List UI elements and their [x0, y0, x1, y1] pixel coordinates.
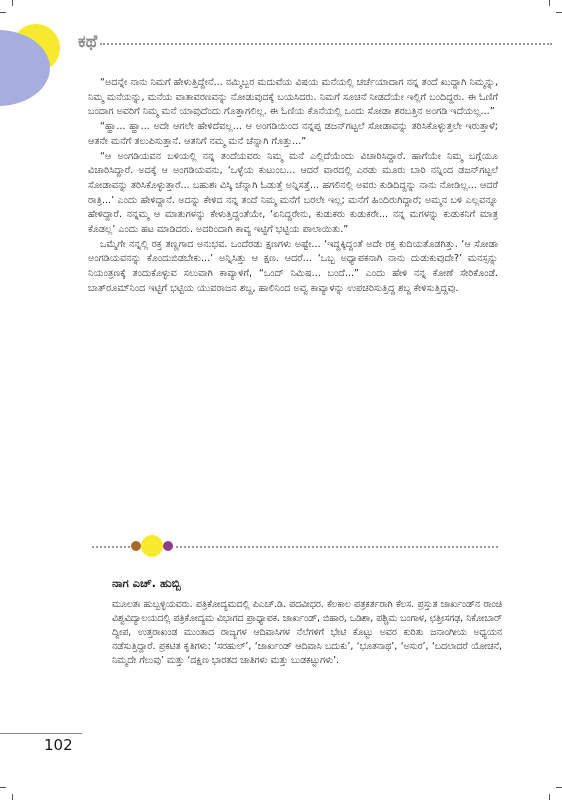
author-bio: ಮೂಲತಃ ಹುಬ್ಬಳ್ಳಿಯವರು. ಪತ್ರಿಕೋದ್ಯಮದಲ್ಲಿ ಪಿಎಚ್.ಡಿ. ಪದವೀಧರ. ಕೆಲಕಾಲ ಪತ್ರಕರ್ತರಾಗಿ ಕೆಲಸ. ಪ್ರಸ್ತುತ ಜಾರ್ಖಂಡ್‌ನ ರಾಂಚಿ ವಿಶ್ವವಿದ್ಯಾಲಯದಲ್ಲಿ ಪತ್ರಿಕೋದ್ಯಮ ವಿಭಾಗದ ಪ್ರಾಧ್ಯಾಪಕ. ಜಾರ್ಖಂಡ್, ಬಿಹಾರ, ಒಡಿಶಾ, ಪಶ್ಚಿಮ ಬಂಗಾಳ, ಛತ್ತೀಸಗಢ, ನಿಕೋಬಾರ್ ದ್ವೀಪ, ಉತ್ತರಾಖಂಡ ಮುಂತಾದ ರಾಜ್ಯಗಳ ಆದಿವಾಸಿಗಳ ನೆಲೆಗಳಿಗೆ ಭೇಟಿ ಕೊಟ್ಟು ಅವರ ಕುರಿತು ಜನಾಂಗೀಯ ಅಧ್ಯಯನ ನಡೆಸುತ್ತಿದ್ದಾರೆ. ಪ್ರಕಟಿತ ಕೃತಿಗಳು: ‘ಸರಹುಲ್’, ‘ಜಾರ್ಖಂಡ್ ಆದಿವಾಸಿ ಬದುಕು’, ‘ಭೂತನಾಥ’, ‘ಅಸುರ’, ‘ಬದಲಾದರೆ ಯೋಚನೆ, ನಿಮ್ಮದೇ ಗೆಲುವು’ ಮತ್ತು ‘ದಕ್ಷಿಣ ಭಾರತದ ಜಾತಿಗಳು ಮತ್ತು ಬುಡಕಟ್ಟುಗಳು’.: [112, 599, 502, 666]
crop-mark: [12, 0, 13, 6]
story-paragraph: “ಅದನ್ನೇ ನಾನು ನಿಮಗೆ ಹೇಳುತ್ತಿದ್ದೇನೆ... ನಮ್ಮಿಬ್ಬರ ಮದುವೆಯ ವಿಷಯ ಮನೆಯಲ್ಲಿ ಚರ್ಚೆಯಾದಾಗ ನನ್ನ ತಂದೆ ಖುದ್ದಾಗಿ ನಿಮ್ಮನ್ನು, ನಿಮ್ಮ ಮನೆಯನ್ನು, ಮನೆಯ ವಾತಾವರಣವನ್ನು ನೋಡುವುದಕ್ಕೆ ಬಯಸಿದರು. ನಿಮಗೆ ಸೂಚನೆ ನೀಡದೆಯೇ ಇಲ್ಲಿಗೆ ಬಂದಿದ್ದರು. ಈ ಓಣಿಗೆ ಬಂದಾಗ ಅವರಿಗೆ ನಿಮ್ಮ ಮನೆ ಯಾವುದೆಂದು ಗೊತ್ತಾಗಲಿಲ್ಲ. ಈ ಓಣಿಯ ಕೊನೆಯಲ್ಲಿ ಒಂದು ಸೋಡಾ ಶರಬತ್ತಿನ ಅಂಗಡಿ ಇದೆಯಲ್ಲ...”: [88, 77, 498, 118]
page-number-rule: [0, 733, 82, 734]
story-paragraph: “ಹ್ಹಾ... ಹ್ಹಾ... ಅದೇ ಆಗಲೇ ಹೇಳಿದೆವಲ್ಲ... ಆ ಅಂಗಡಿಯಿಂದ ನನ್ನಪ್ಪ ಡಜನ್‌ಗಟ್ಟಲೆ ಸೋಡಾವನ್ನು ತರಿಸಿಕೊಳ್ಳುತ್ತಲೇ ಇರುತ್ತಾಳೆ; ಆತನೇ ಮನೆಗೆ ತಲುಪಿಸುತ್ತಾನೆ. ಆತನಿಗೆ ನಮ್ಮ ಮನೆ ಚೆನ್ನಾಗಿ ಗೊತ್ತು...”: [88, 121, 498, 147]
crop-mark: [549, 0, 550, 6]
story-body: [88, 76, 498, 297]
header-dotted-rule: [100, 43, 552, 45]
brown-dot-decoration: [131, 541, 141, 551]
story-paragraph: “ಆ ಅಂಗಡಿಯವನ ಬಳಿಯಲ್ಲಿ ನನ್ನ ತಂದೆಯವರು ನಿಮ್ಮ ಮನೆ ಎಲ್ಲಿದೆಯೆಂದು ವಿಚಾರಿಸಿದ್ದಾರೆ. ಹಾಗೆಯೇ ನಿಮ್ಮ ಬಗ್ಗೆಯೂ ವಿಚಾರಿಸಿದ್ದಾರೆ. ಅದಕ್ಕೆ ಆ ಅಂಗಡಿಯವನು, ‘ಒಳ್ಳೆಯ ಕುಟುಂಬ... ಆದರೆ ವಾರದಲ್ಲಿ ಎರಡು ಮೂರು ಬಾರಿ ನನ್ನಿಂದ ಡಜನ್‌ಗಟ್ಟಲೆ ಸೋಡಾವನ್ನು ತರಿಸಿಕೊಳ್ಳುತ್ತಾರೆ... ಬಹುಶಃ ವಿಸ್ಕಿ ಚೆನ್ನಾಗಿ ಓಡುತ್ತೆ ಅನ್ನಿಸತ್ತೆ... ಹಗಲಿನಲ್ಲಿ ಅವರು ಕುಡಿದಿದ್ದನ್ನು ನಾನು ನೋಡಿಲ್ಲ... ಆದರೆ ರಾತ್ರಿ...’ ಎಂದು ಹೇಳಿದ್ದಾನೆ. ಅದನ್ನು ಕೇಳಿದ ನನ್ನ ತಂದೆ ನಿಮ್ಮ ಮನೆಗೆ ಬರಲೇ ಇಲ್ಲ; ಮನೆಗೆ ಹಿಂದಿರುಗಿದ್ದಾರೆ; ಅಮ್ಮನ ಬಳಿ ಎಲ್ಲವನ್ನೂ ಹೇಳಿದ್ದಾರೆ. ನನ್ನಮ್ಮ ಆ ಮಾತುಗಳನ್ನು ಕೇಳುತ್ತಿದ್ದಂತೆಯೇ, ‘ಏನಿದ್ದರೇನು, ಕುಡುಕರು ಕುಡುಕರೇ... ನನ್ನ ಮಗಳನ್ನು ಕುಡುಕನಿಗೆ ಮಾತ್ರ ಕೊಡಲ್ಲ’ ಎಂದು ಹಟ ಮಾಡಿದರು. ಅದರಿಂದಾಗಿ ಕಾವ್ಯ ಇಟ್ಟಿಗೆ ಭಟ್ಟಿಯ ಪಾಲಾಯಿತು.”: [88, 150, 498, 236]
purple-dot-decoration: [163, 541, 173, 551]
page-number: 102: [44, 736, 73, 754]
crop-mark: [549, 794, 550, 800]
crop-mark: [0, 12, 6, 13]
separator-dotted-rule-left: [92, 546, 130, 548]
crop-mark: [0, 787, 6, 788]
author-name: ನಾಗ ಎಚ್. ಹುಬ್ಬಿ: [112, 576, 181, 590]
separator-dotted-rule-right: [176, 546, 498, 548]
crop-mark: [556, 12, 562, 13]
story-paragraph: ಒಮ್ಮೆಗೇ ನನ್ನಲ್ಲಿ ರಕ್ತ ತಣ್ಣಗಾದ ಅನುಭವ. ಒಂದೆರಡು ಕ್ಷಣಗಳು ಅಷ್ಟೇ... ‘ಇದ್ದಕ್ಕಿದ್ದಂತೆ ಅದೇ ರಕ್ತ ಕುದಿಯತೊಡಗಿತ್ತು. ‘ಆ ಸೋಡಾ ಅಂಗಡಿಯವನನ್ನು ಕೊಂದುಬಿಡಬೇಕು...’ ಅನ್ನಿಸಿತ್ತು ಆ ಕ್ಷಣ. ಆದರೆ... ‘ಒಬ್ಬ ಅಧ್ಯಾಪಕನಾಗಿ ನಾನು ದುಡುಕುವುದೇ?’ ಮನಸ್ಸನ್ನು ನಿಯಂತ್ರಣಕ್ಕೆ ತಂದುಕೊಳ್ಳುವ ಸಲುವಾಗಿ ಕಾವ್ಯಾಳಿಗೆ, “ಒಂದ್ ನಿಮಿಷ... ಬಂದೆ...” ಎಂದು ಹೇಳಿ ನನ್ನ ಕೋಣೆ ಸೇರಿಕೊಂಡೆ. ಬಾತ್‌ರೂಮ್‌ನಿಂದ ಇಟ್ಟಿಗೆ ಭಟ್ಟಿಯ ಯುವರಾಜನ ಶಬ್ದ, ಹಾಲಿನಿಂದ ಅವ್ವ ಕಾವ್ಯಾಳನ್ನು ಉಪಚರಿಸುತ್ತಿದ್ದ ಶಬ್ದ ಕೇಳಿಸುತ್ತಿದ್ದವು.: [88, 238, 498, 294]
crop-mark: [556, 787, 562, 788]
section-label: ಕಥೆ: [78, 32, 98, 52]
crop-mark: [12, 794, 13, 800]
yellow-dot-decoration: [141, 535, 163, 557]
